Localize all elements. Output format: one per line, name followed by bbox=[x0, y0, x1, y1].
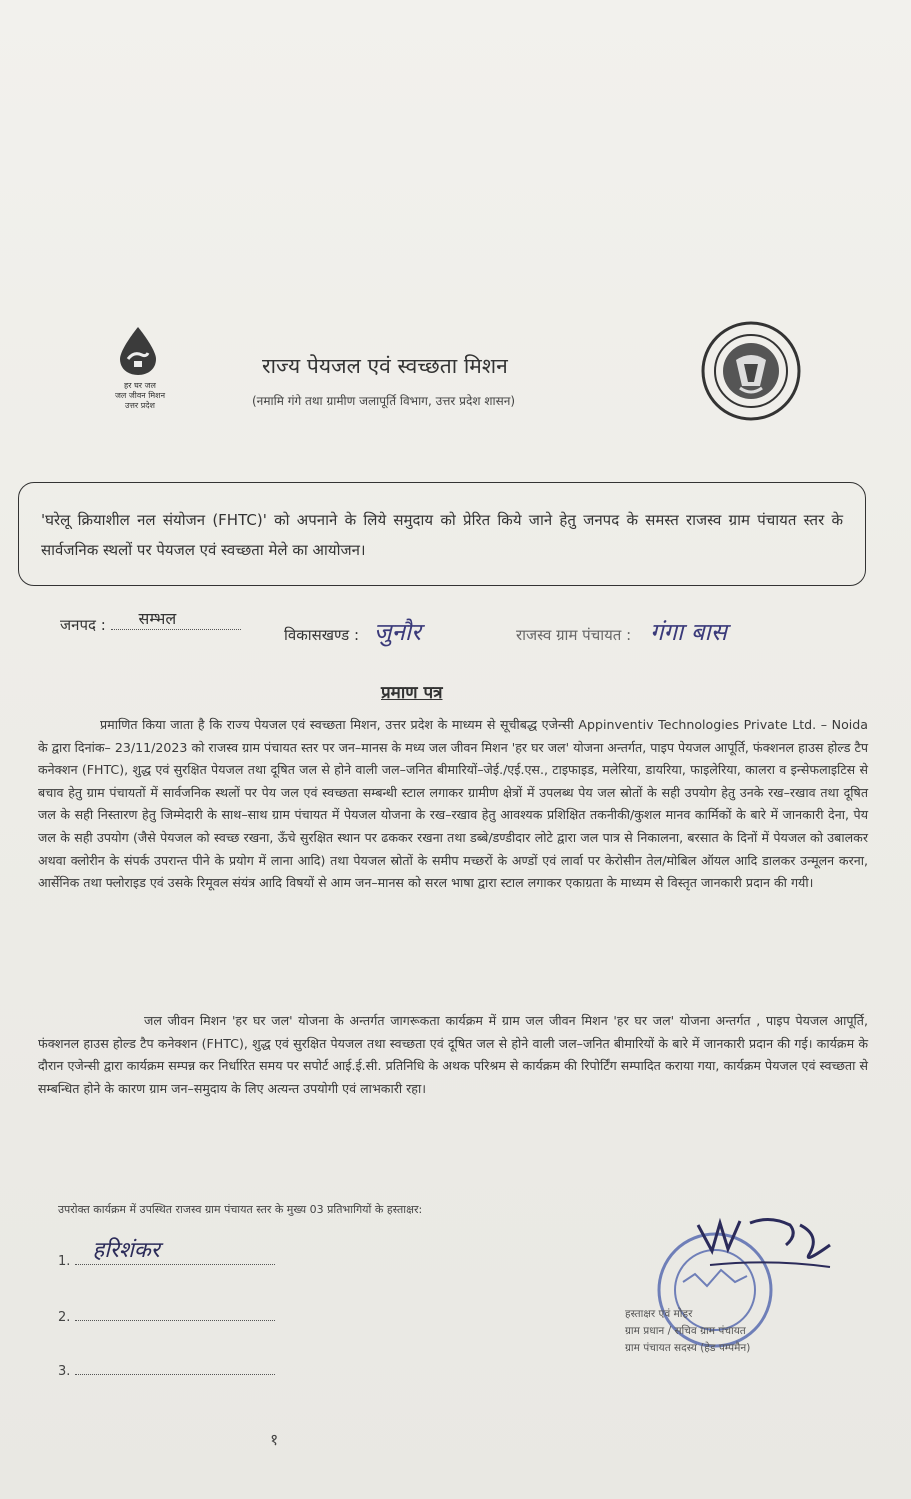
signature-row-1 bbox=[58, 1238, 275, 1269]
handwritten-signature bbox=[690, 1205, 840, 1275]
notice-text: 'घरेलू क्रियाशील नल संयोजन (FHTC)' को अपनाने के लिये समुदाय को प्रेरित किये जाने हेतु जनपद के समस्त राजस्व ग्राम पंचायत स्तर के सार्वजनिक स्थलों पर पेयजल एवं स्वच्छता मेले का आयोजन। bbox=[41, 511, 843, 559]
certificate-paragraph-2: जल जीवन मिशन 'हर घर जल' योजना के अन्तर्गत जागरूकता कार्यक्रम में ग्राम जल जीवन मिशन 'हर घर जल' योजना अन्तर्गत , पाइप पेयजल आपूर्ति, फंक्शनल हाउस होल्ड टैप कनेक्शन (FHTC), शुद्ध एवं सुरक्षित पेयजल तथा स्वच्छता एवं दूषित जल से होने वाली जल–जनित बीमारियों के बारे में जानकारी प्रदान की गई। कार्यक्रम के दौरान एजेन्सी द्वारा कार्यक्रम सम्पन्न कर निर्धारित समय पर सपोर्ट आई.ई.सी. प्रतिनिधि के अथक परिश्रम से कार्यक्रम की रिपोर्टिंग सम्पादित कराया गया, कार्यक्रम पेयजल एवं स्वच्छता से सम्बन्धित होने के कारण ग्राम जन–समुदाय के लिए अत्यन्त उपयोगी एवं लाभकारी रहा। bbox=[38, 1013, 868, 1096]
signature-row-2 bbox=[58, 1306, 275, 1325]
logo-caption-1: हर घर जल bbox=[124, 381, 156, 390]
panchayat-label: राजस्व ग्राम पंचायत : bbox=[516, 626, 632, 644]
signature-value-1: हरिशंकर bbox=[92, 1238, 160, 1263]
certificate-title: प्रमाण पत्र bbox=[381, 683, 443, 703]
jal-jeevan-mission-logo bbox=[100, 325, 180, 425]
signature-number: 1. bbox=[58, 1254, 71, 1269]
signature-value-2 bbox=[75, 1306, 275, 1321]
water-drop-icon bbox=[116, 325, 160, 377]
signature-number: 2. bbox=[58, 1310, 71, 1325]
signature-number: 3. bbox=[58, 1364, 71, 1379]
block-value: जुनौर bbox=[373, 618, 421, 646]
panchayat-field bbox=[516, 615, 727, 648]
signatures-intro: उपरोक्त कार्यक्रम में उपस्थित राजस्व ग्राम पंचायत स्तर के मुख्य 03 प्रतिभागियों के हस्ताक्षर: bbox=[58, 1203, 423, 1216]
signature-row-3 bbox=[58, 1360, 275, 1379]
logo-caption-2: जल जीवन मिशन bbox=[114, 391, 166, 400]
org-subtitle: (नमामि गंगे तथा ग्रामीण जलापूर्ति विभाग, उत्तर प्रदेश शासन) bbox=[252, 394, 516, 408]
janpad-label: जनपद : bbox=[60, 616, 106, 634]
certificate-paragraph-1: प्रमाणित किया जाता है कि राज्य पेयजल एवं स्वच्छता मिशन, उत्तर प्रदेश के माध्यम से सूचीबद्ध एजेन्सी Appinventiv Technologies Private Ltd. – Noida के द्वारा दिनांक– 23/11/2023 को राजस्व ग्राम पंचायत स्तर पर जन–मानस के मध्य जल जीवन मिशन 'हर घर जल' योजना अन्तर्गत, पाइप पेयजल आपूर्ति, फंक्शनल हाउस होल्ड टैप कनेक्शन (FHTC), शुद्ध एवं सुरक्षित पेयजल तथा दूषित जल से होने वाली जल–जनित बीमारियों–जेई./एई.एस., टाइफाइड, मलेरिया, डायरिया, फाइलेरिया, कालरा व इन्सेफलाइटिस से बचाव हेतु ग्राम पंचायतों में सार्वजनिक स्थलों पर पेय जल एवं स्वच्छता सम्बन्धी स्टाल लगाकर ग्रामीण क्षेत्रों में उपलब्ध पेय जल स्रोतों के सही उपयोग हेतु उनके रख–रखाव तथा दूषित जल के सही निस्तारण हेतु जिम्मेदारी के साथ–साथ ग्राम पंचायत में पेयजल योजना के रख–रखाव हेतु आवश्यक प्रशिक्षित तकनीकी/कुशल मानव कार्मिकों के बारे में जानकारी देना, पेय जल के सही उपयोग (जैसे पेयजल को स्वच्छ रखना, ऊँचे सुरक्षित स्थान पर ढककर रखना तथा डब्बे/डण्डीदार लोटे द्वारा जल पात्र से निकालना, बरसात के दिनों में पेयजल को उबालकर अथवा क्लोरीन के संपर्क उपरान्त पीने के प्रयोग में लाना आदि) तथा पेयजल स्रोतों के समीप मच्छरों के अण्डों एवं लार्वा पर केरोसीन तेल/मोबिल ऑयल आदि डालकर उन्मूलन करना, आर्सेनिक तथा फ्लोराइड एवं उसके रिमूवल संयंत्र आदि विषयों से आम जन–मानस को सरल भाषा द्वारा स्टाल लगाकर एकाग्रता के माध्यम से विस्तृत जानकारी प्रदान की गयी। bbox=[38, 717, 868, 891]
notice-box bbox=[18, 482, 866, 586]
signer-designation bbox=[625, 1306, 855, 1357]
janpad-field bbox=[60, 609, 241, 635]
up-government-seal-icon bbox=[700, 320, 802, 422]
page-mark: १ bbox=[270, 1430, 279, 1449]
logo-caption-3: उत्तर प्रदेश bbox=[125, 401, 155, 410]
org-title: राज्य पेयजल एवं स्वच्छता मिशन bbox=[262, 354, 508, 378]
signer-line-1: हस्ताक्षर एवं मोहर bbox=[625, 1308, 693, 1320]
block-field bbox=[284, 615, 421, 648]
signer-line-3: ग्राम पंचायत सदस्य (हेड पम्पमैन) bbox=[625, 1342, 751, 1354]
janpad-value: सम्भल bbox=[138, 609, 177, 628]
panchayat-value: गंगा बास bbox=[649, 618, 727, 646]
signature-value-3 bbox=[75, 1360, 275, 1375]
signer-line-2: ग्राम प्रधान / सचिव ग्राम पंचायत bbox=[625, 1325, 746, 1337]
block-label: विकासखण्ड : bbox=[284, 626, 360, 644]
